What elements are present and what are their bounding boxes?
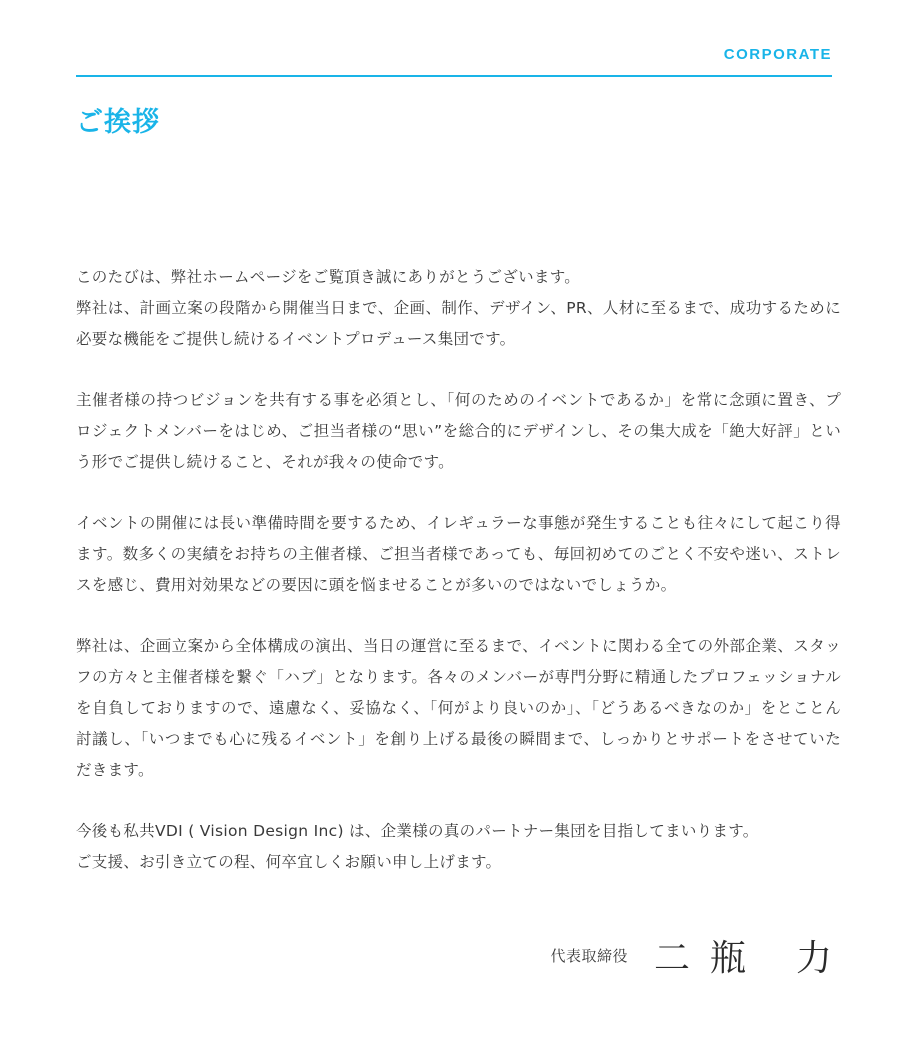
page-title: ご挨拶 bbox=[76, 107, 160, 138]
signature bbox=[550, 930, 852, 981]
message-paragraph-2: 主催者様の持つビジョンを共有する事を必須とし、「何のためのイベントであるか」を常に念頭に置き、プロジェクトメンバーをはじめ、ご担当者様の“思い”を総合的にデザインし、その集大成を「絶大好評」という形でご提供し続けること、それが我々の使命です。 bbox=[76, 391, 841, 471]
message-paragraph-1: このたびは、弊社ホームページをご覧頂き誠にありがとうございます。 弊社は、計画立案の段階から開催当日まで、企画、制作、デザイン、PR、人材に至るまで、成功するために必要な機能をご提供し続けるイベントプロデュース集団です。 bbox=[76, 268, 841, 348]
message-paragraph-5: 今後も私共VDI ( Vision Design Inc) は、企業様の真のパートナー集団を目指してまいります。 ご支援、お引き立ての程、何卒宜しくお願い申し上げます。 bbox=[76, 822, 759, 871]
header-divider bbox=[76, 75, 832, 77]
signature-role: 代表取締役 bbox=[550, 947, 628, 965]
signature-surname: 二瓶 bbox=[653, 938, 766, 979]
message-paragraph-4: 弊社は、企画立案から全体構成の演出、当日の運営に至るまで、イベントに関わる全ての外部企業、スタッフの方々と主催者様を繋ぐ「ハブ」となります。各々のメンバーが専門分野に精通したプロフェッショナルを自負しておりますので、遠慮なく、妥協なく、「何がより良いのか」、「どうあるべきなのか」をとことん討議し、「いつまでも心に残るイベント」を創り上げる最後の瞬間まで、しっかりとサポートをさせていただきます。 bbox=[76, 637, 841, 779]
greeting-message bbox=[76, 262, 841, 908]
signature-name bbox=[654, 930, 852, 981]
message-paragraph-3: イベントの開催には長い準備時間を要するため、イレギュラーな事態が発生することも往々にして起こり得ます。数多くの実績をお持ちの主催者様、ご担当者様であっても、毎回初めてのごとく不安や迷い、ストレスを感じ、費用対効果などの要因に頭を悩ませることが多いのではないでしょうか。 bbox=[76, 514, 841, 594]
section-label: CORPORATE bbox=[723, 46, 832, 63]
signature-given-name: 力 bbox=[795, 938, 852, 979]
